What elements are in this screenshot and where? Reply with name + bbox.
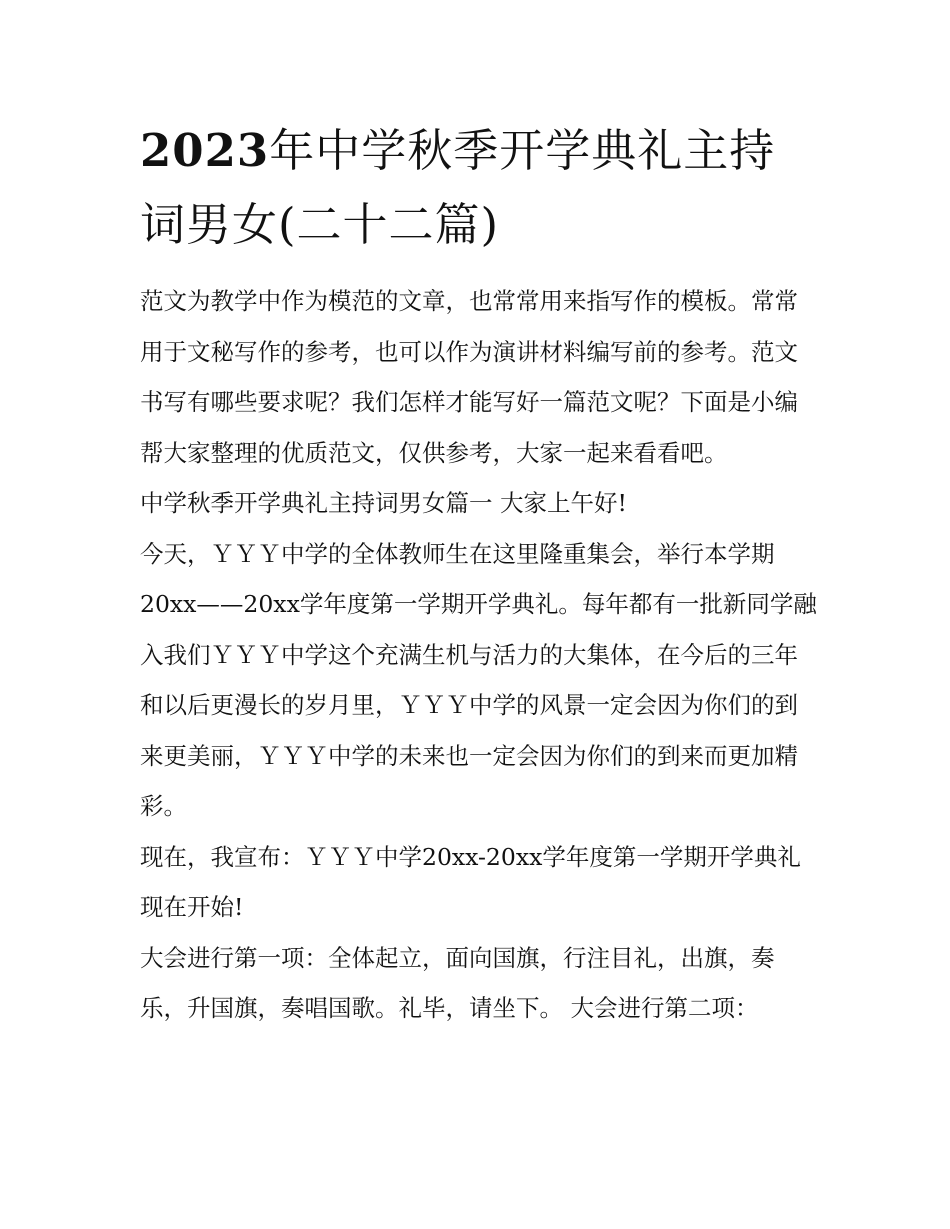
body-paragraph: 现在，我宣布：ＹＹＹ中学20xx-20xx学年度第一学期开学典礼现在开始! xyxy=(140,842,801,921)
title-year: 2023 xyxy=(140,124,270,177)
document-title xyxy=(140,114,820,262)
document-body xyxy=(140,276,820,1034)
section-heading-paragraph: 中学秋季开学典礼主持词男女篇一 大家上午好! xyxy=(140,489,627,517)
body-paragraph: 今天，ＹＹＹ中学的全体教师生在这里隆重集会，举行本学期20xx——20xx学年度第一学期开学典礼。每年都有一批新同学融入我们ＹＹＹ中学这个充满生机与活力的大集体，在今后的三年和以后更漫长的岁月里，ＹＹＹ中学的风景一定会因为你们的到来更美丽，ＹＹＹ中学的未来也一定会因为你们的到来而更加精彩。 xyxy=(140,539,817,820)
body-paragraph: 大会进行第一项：全体起立，面向国旗，行注目礼，出旗，奏乐，升国旗，奏唱国歌。礼毕，请坐下。 大会进行第二项： xyxy=(140,943,775,1022)
title-text: 年中学秋季开学典礼主持词男女(二十二篇) xyxy=(140,124,776,251)
intro-paragraph: 范文为教学中作为模范的文章，也常常用来指写作的模板。常常用于文秘写作的参考，也可以作为演讲材料编写前的参考。范文书写有哪些要求呢？我们怎样才能写好一篇范文呢？下面是小编帮大家整理的优质范文，仅供参考，大家一起来看看吧。 xyxy=(140,287,798,467)
